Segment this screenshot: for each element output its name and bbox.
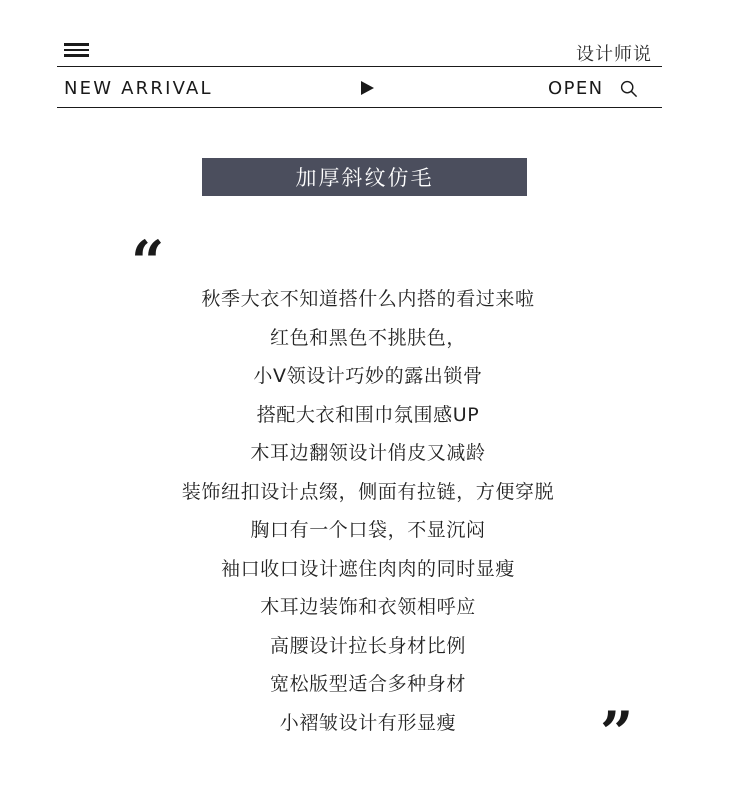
hamburger-menu-icon[interactable]	[64, 43, 89, 57]
top-divider	[57, 66, 662, 67]
description-line: 装饰纽扣设计点缀，侧面有拉链，方便穿脱	[181, 480, 555, 503]
title-banner	[202, 158, 527, 196]
play-icon[interactable]	[361, 81, 374, 95]
description-line: 红色和黑色不挑肤色，	[269, 326, 466, 349]
menu-bar	[64, 49, 89, 52]
description-line: 宽松版型适合多种身材	[269, 673, 466, 695]
description-line: 小V领设计巧妙的露出锁骨	[253, 365, 483, 387]
menu-bar	[64, 43, 89, 46]
description-line: 袖口收口设计遮住肉肉的同时显瘦	[220, 557, 515, 580]
new-arrival-label: NEW ARRIVAL	[64, 78, 213, 99]
description-line: 木耳边装饰和衣领相呼应	[260, 596, 476, 618]
title-banner-text: 加厚斜纹仿毛	[295, 166, 434, 190]
designer-says-label: 设计师说	[576, 44, 652, 65]
nav-divider	[57, 107, 662, 108]
description-line: 高腰设计拉长身材比例	[269, 634, 466, 657]
open-link[interactable]: OPEN	[548, 78, 604, 99]
description-list	[0, 284, 736, 746]
description-line: 木耳边翻领设计俏皮又减龄	[250, 442, 486, 464]
description-line: 秋季大衣不知道搭什么内搭的看过来啦	[201, 288, 535, 310]
description-line: 搭配大衣和围巾氛围感UP	[256, 403, 480, 426]
open-quote-mark: “	[131, 228, 165, 296]
search-icon[interactable]	[620, 80, 638, 98]
description-line: 胸口有一个口袋，不显沉闷	[250, 519, 486, 541]
description-line: 小褶皱设计有形显瘦	[279, 711, 457, 734]
menu-bar	[64, 54, 89, 57]
close-quote-mark: ”	[600, 699, 634, 767]
